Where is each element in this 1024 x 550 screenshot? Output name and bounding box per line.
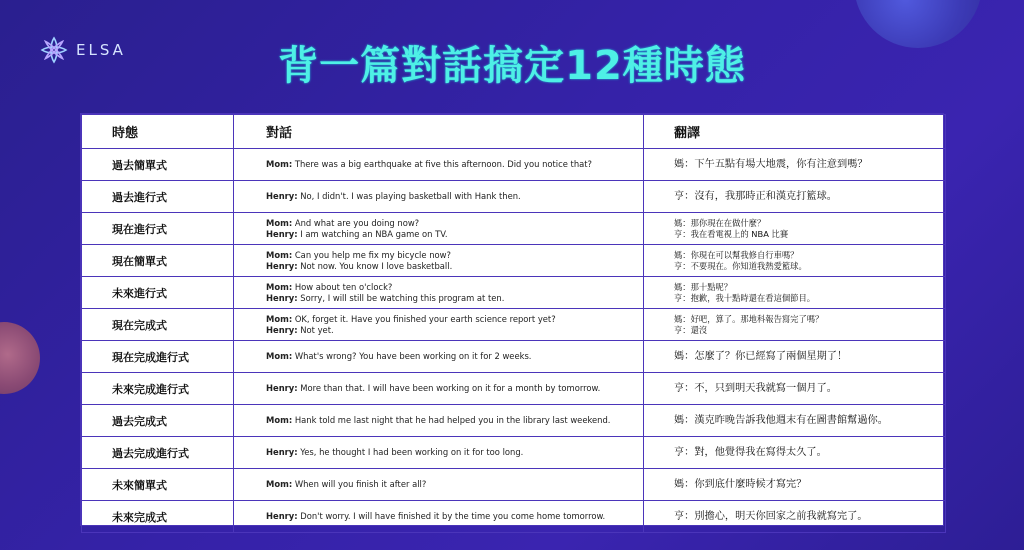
table-row bbox=[82, 277, 946, 309]
dialogue-line bbox=[266, 383, 643, 394]
tense-cell: 現在完成進行式 bbox=[82, 341, 234, 373]
dialogue-text: When will you finish it after all? bbox=[292, 479, 427, 489]
translation-cell bbox=[644, 469, 946, 501]
speaker-name: Henry: bbox=[266, 292, 298, 303]
dialogue-line bbox=[266, 511, 643, 522]
translation-line: 亨：不要現在。你知道我熱愛籃球。 bbox=[674, 260, 807, 271]
dialogue-cell bbox=[234, 501, 644, 533]
translation-line: 亨：不，只到明天我就寫一個月了。 bbox=[674, 382, 837, 394]
dialogue-line bbox=[266, 191, 643, 202]
translation-line: 亨：對，他覺得我在寫得太久了。 bbox=[674, 446, 827, 458]
dialogue-line bbox=[266, 447, 643, 458]
table-header-row bbox=[82, 115, 946, 149]
dialogue-cell bbox=[234, 309, 644, 341]
table-row bbox=[82, 373, 946, 405]
dialogue-text: Don't worry. I will have finished it by the time you come home tomorrow. bbox=[297, 511, 606, 521]
dialogue-line bbox=[266, 351, 643, 362]
tense-cell: 未來完成式 bbox=[82, 501, 234, 533]
speaker-name: Henry: bbox=[266, 260, 298, 271]
dialogue-cell bbox=[234, 373, 644, 405]
speaker-name: Mom: bbox=[266, 313, 293, 324]
translation-line: 亨：我在看電視上的 NBA 比賽 bbox=[674, 228, 789, 239]
speaker-name: Mom: bbox=[266, 249, 293, 260]
speaker-name: Henry: bbox=[266, 191, 298, 201]
dialogue-line bbox=[266, 261, 643, 272]
translation-line: 媽：怎麼了？你已經寫了兩個星期了！ bbox=[674, 350, 848, 362]
dialogue-cell bbox=[234, 341, 644, 373]
table-row bbox=[82, 469, 946, 501]
dialogue-cell bbox=[234, 181, 644, 213]
tense-cell: 過去簡單式 bbox=[82, 149, 234, 181]
translation-cell bbox=[644, 277, 946, 309]
dialogue-line bbox=[266, 250, 643, 261]
table-row bbox=[82, 437, 946, 469]
table-row bbox=[82, 213, 946, 245]
dialogue-text: Can you help me fix my bicycle now? bbox=[292, 249, 451, 260]
translation-cell bbox=[644, 373, 946, 405]
tense-cell: 現在進行式 bbox=[82, 213, 234, 245]
translation-cell bbox=[644, 309, 946, 341]
dialogue-line bbox=[266, 218, 643, 229]
translation-cell bbox=[644, 245, 946, 277]
speaker-name: Mom: bbox=[266, 217, 293, 228]
translation-line: 亨：別擔心，明天你回家之前我就寫完了。 bbox=[674, 510, 868, 522]
translation-cell bbox=[644, 181, 946, 213]
dialogue-text: Not yet. bbox=[297, 324, 334, 335]
dialogue-line bbox=[266, 293, 643, 304]
dialogue-text: Hank told me last night that he had helped you in the library last weekend. bbox=[292, 415, 611, 425]
table-row bbox=[82, 405, 946, 437]
dialogue-text: I am watching an NBA game on TV. bbox=[297, 228, 448, 239]
translation-line: 媽：漢克昨晚告訴我他週末有在圖書館幫過你。 bbox=[674, 414, 888, 426]
speaker-name: Henry: bbox=[266, 383, 298, 393]
dialogue-text: How about ten o'clock? bbox=[292, 281, 393, 292]
speaker-name: Mom: bbox=[266, 159, 293, 169]
translation-line: 媽：那你現在在做什麼？ bbox=[674, 218, 766, 228]
translation-line: 媽：那十點呢？ bbox=[674, 282, 733, 292]
header-translation: 翻譯 bbox=[644, 115, 946, 149]
dialogue-line bbox=[266, 282, 643, 293]
table-row bbox=[82, 245, 946, 277]
dialogue-line bbox=[266, 415, 643, 426]
dialogue-cell bbox=[234, 245, 644, 277]
dialogue-text: No, I didn't. I was playing basketball with Hank then. bbox=[297, 191, 521, 201]
tense-cell: 過去完成式 bbox=[82, 405, 234, 437]
dialogue-cell bbox=[234, 149, 644, 181]
tense-cell: 過去進行式 bbox=[82, 181, 234, 213]
translation-line: 亨：還沒 bbox=[674, 324, 708, 335]
table-row bbox=[82, 341, 946, 373]
table-row bbox=[82, 309, 946, 341]
dialogue-cell bbox=[234, 405, 644, 437]
tense-cell: 未來簡單式 bbox=[82, 469, 234, 501]
brand-name: ELSA bbox=[76, 41, 126, 59]
translation-line: 媽：你現在可以幫我修自行車嗎？ bbox=[674, 250, 799, 260]
decorative-planet-left bbox=[0, 322, 40, 394]
translation-cell bbox=[644, 437, 946, 469]
translation-line: 媽：好吧，算了。那地科報告寫完了嗎？ bbox=[674, 314, 824, 324]
tense-cell: 未來進行式 bbox=[82, 277, 234, 309]
dialogue-line bbox=[266, 325, 643, 336]
dialogue-line bbox=[266, 314, 643, 325]
translation-cell bbox=[644, 405, 946, 437]
table-row bbox=[82, 181, 946, 213]
speaker-name: Mom: bbox=[266, 415, 293, 425]
tense-cell: 現在完成式 bbox=[82, 309, 234, 341]
dialogue-cell bbox=[234, 437, 644, 469]
table-row bbox=[82, 149, 946, 181]
dialogue-text: Sorry, I will still be watching this program at ten. bbox=[297, 292, 505, 303]
table-row bbox=[82, 501, 946, 533]
dialogue-text: Yes, he thought I had been working on it for too long. bbox=[297, 447, 524, 457]
speaker-name: Henry: bbox=[266, 447, 298, 457]
dialogue-cell bbox=[234, 277, 644, 309]
speaker-name: Henry: bbox=[266, 324, 298, 335]
speaker-name: Henry: bbox=[266, 511, 298, 521]
dialogue-line bbox=[266, 229, 643, 240]
dialogue-cell bbox=[234, 469, 644, 501]
translation-line: 媽：你到底什麼時候才寫完？ bbox=[674, 478, 807, 490]
dialogue-cell bbox=[234, 213, 644, 245]
tense-cell: 現在簡單式 bbox=[82, 245, 234, 277]
translation-line: 亨：沒有，我那時正和漢克打籃球。 bbox=[674, 190, 837, 202]
tense-table bbox=[80, 113, 944, 526]
speaker-name: Henry: bbox=[266, 228, 298, 239]
dialogue-line bbox=[266, 479, 643, 490]
tense-cell: 過去完成進行式 bbox=[82, 437, 234, 469]
page-title: 背一篇對話搞定12種時態 bbox=[278, 43, 746, 89]
header-dialogue: 對話 bbox=[234, 115, 644, 149]
dialogue-text: OK, forget it. Have you finished your earth science report yet? bbox=[292, 313, 556, 324]
translation-line: 亨：抱歉，我十點時還在看這個節目。 bbox=[674, 292, 816, 303]
translation-cell bbox=[644, 501, 946, 533]
translation-cell bbox=[644, 341, 946, 373]
translation-cell bbox=[644, 213, 946, 245]
dialogue-text: There was a big earthquake at five this afternoon. Did you notice that? bbox=[292, 159, 592, 169]
dialogue-line bbox=[266, 159, 643, 170]
dialogue-text: More than that. I will have been working on it for a month by tomorrow. bbox=[297, 383, 601, 393]
speaker-name: Mom: bbox=[266, 281, 293, 292]
dialogue-text: What's wrong? You have been working on it for 2 weeks. bbox=[292, 351, 532, 361]
dialogue-text: And what are you doing now? bbox=[292, 217, 420, 228]
header-tense: 時態 bbox=[82, 115, 234, 149]
translation-line: 媽：下午五點有場大地震，你有注意到嗎？ bbox=[674, 158, 868, 170]
dialogue-text: Not now. You know I love basketball. bbox=[297, 260, 453, 271]
speaker-name: Mom: bbox=[266, 351, 293, 361]
tense-cell: 未來完成進行式 bbox=[82, 373, 234, 405]
translation-cell bbox=[644, 149, 946, 181]
speaker-name: Mom: bbox=[266, 479, 293, 489]
